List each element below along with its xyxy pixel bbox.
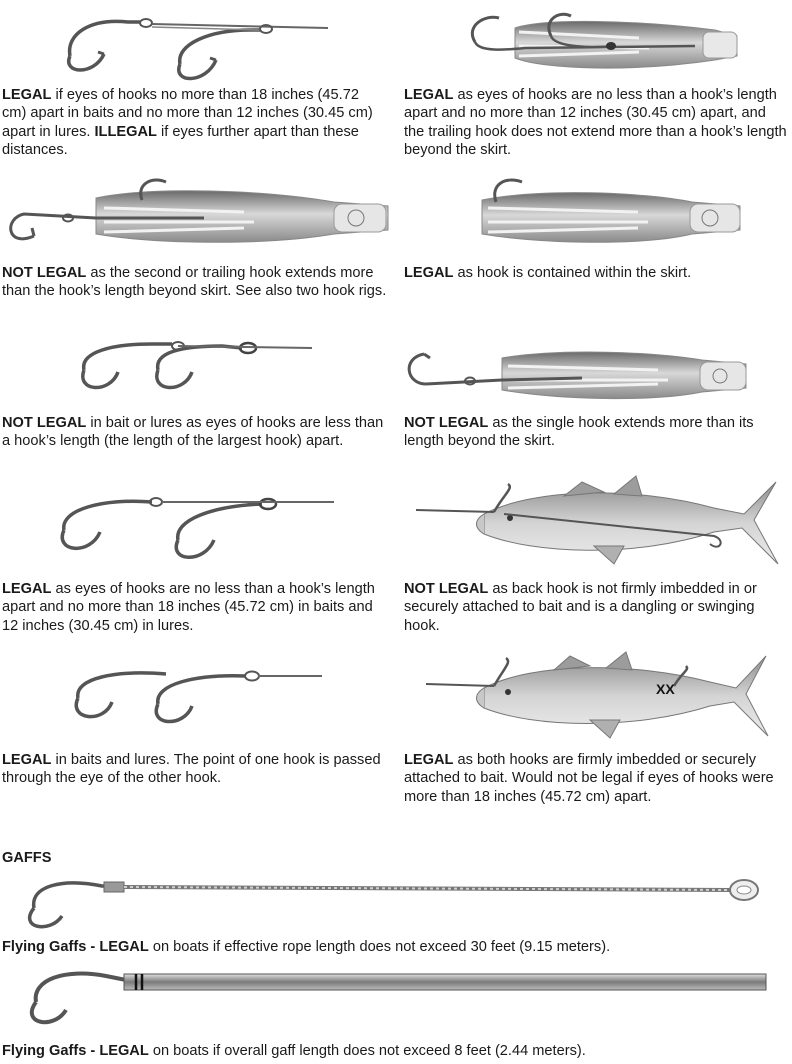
two-hook-rig-spaced-illustration bbox=[52, 490, 342, 562]
gaff-separator: - bbox=[86, 939, 100, 955]
rule-text-secondary: if eyes further apart than these distances. bbox=[2, 123, 359, 158]
two-hook-rig-illustration bbox=[60, 8, 340, 80]
flying-gaff-pole-illustration bbox=[14, 962, 770, 1032]
rule-status: LEGAL bbox=[2, 581, 52, 597]
rule-text: as hook is contained within the skirt. bbox=[453, 265, 692, 281]
rule-caption-2 bbox=[404, 86, 789, 159]
rule-status: LEGAL bbox=[2, 752, 52, 768]
gaff-text: on boats if effective rope length does not exceed 30 feet (9.15 meters). bbox=[148, 939, 611, 955]
rule-text: as eyes of hooks are no less than a hook’s length apart and no more than 18 inches (45.72 cm) in baits and 12 inches (30.45 cm) in lures. bbox=[2, 581, 375, 634]
two-hook-rig-close-eyes-illustration bbox=[72, 336, 322, 400]
rule-text: if eyes of hooks no more than 18 inches (45.72 cm) apart in baits and no more than 12 inches (30.45 cm) apart in lures. bbox=[2, 87, 373, 140]
gaff-status: LEGAL bbox=[99, 939, 149, 955]
rule-status: NOT LEGAL bbox=[404, 415, 489, 431]
gaff-caption-1 bbox=[2, 938, 610, 956]
rule-text: as the single hook extends more than its length beyond the skirt. bbox=[404, 415, 754, 450]
skirted-lure-single-hook-illustration bbox=[402, 344, 752, 404]
rule-text: in bait or lures as eyes of hooks are less than a hook’s length (the length of the largest hook) apart. bbox=[2, 415, 384, 450]
flying-gaff-rope-illustration bbox=[12, 872, 772, 936]
rule-caption-10 bbox=[404, 751, 789, 806]
rule-caption-7 bbox=[2, 580, 387, 635]
rule-status: LEGAL bbox=[404, 265, 454, 281]
rule-text: as back hook is not firmly imbedded in or securely attached to bait and is a dangling or swinging hook. bbox=[404, 581, 757, 634]
rule-status: NOT LEGAL bbox=[2, 415, 87, 431]
gaff-text: on boats if overall gaff length does not exceed 8 feet (2.44 meters). bbox=[148, 1043, 586, 1059]
rule-caption-4 bbox=[404, 264, 789, 282]
fish-dangling-hook-illustration bbox=[414, 474, 780, 574]
rule-text: as the second or trailing hook extends more than the hook’s length beyond skirt. See also two hook rigs. bbox=[2, 265, 387, 300]
hook-through-eye-rig-illustration bbox=[66, 664, 330, 728]
rule-caption-3 bbox=[2, 264, 387, 301]
gaffs-heading: GAFFS bbox=[2, 850, 52, 866]
fish-imbedded-hooks-illustration bbox=[424, 650, 772, 746]
rule-status-secondary: ILLEGAL bbox=[94, 123, 157, 140]
rule-text: in baits and lures. The point of one hook is passed through the eye of the other hook. bbox=[2, 752, 381, 787]
rule-text: as both hooks are firmly imbedded or securely attached to bait. Would not be legal if eyes of hooks were more than 18 inches (45.72 cm) apart. bbox=[404, 752, 774, 805]
rule-status: LEGAL bbox=[404, 87, 454, 103]
rule-status: NOT LEGAL bbox=[404, 581, 489, 597]
rule-caption-9 bbox=[2, 751, 387, 788]
rule-caption-1 bbox=[2, 86, 382, 159]
rule-status: NOT LEGAL bbox=[2, 265, 87, 281]
fish-marks: XX bbox=[656, 681, 675, 697]
rule-caption-6 bbox=[404, 414, 789, 451]
rule-caption-5 bbox=[2, 414, 387, 451]
gaff-name: Flying Gaffs bbox=[2, 939, 87, 955]
gaff-status: LEGAL bbox=[99, 1043, 149, 1059]
skirted-lure-trailing-hook-illustration bbox=[4, 178, 394, 254]
rule-text: as eyes of hooks are no less than a hook’s length apart and no more than 12 inches (30.45 cm) apart, and the trailing hook does not extend more than a hook’s length beyond the skirt. bbox=[404, 87, 787, 158]
rule-status: LEGAL bbox=[2, 87, 52, 103]
skirted-lure-two-hooks-illustration bbox=[455, 6, 745, 80]
rule-status: LEGAL bbox=[404, 752, 454, 768]
gaff-separator: - bbox=[86, 1043, 100, 1059]
rule-caption-8 bbox=[404, 580, 789, 635]
skirted-lure-contained-hook-illustration bbox=[452, 178, 744, 254]
gaff-caption-2 bbox=[2, 1042, 586, 1060]
gaff-name: Flying Gaffs bbox=[2, 1043, 87, 1059]
